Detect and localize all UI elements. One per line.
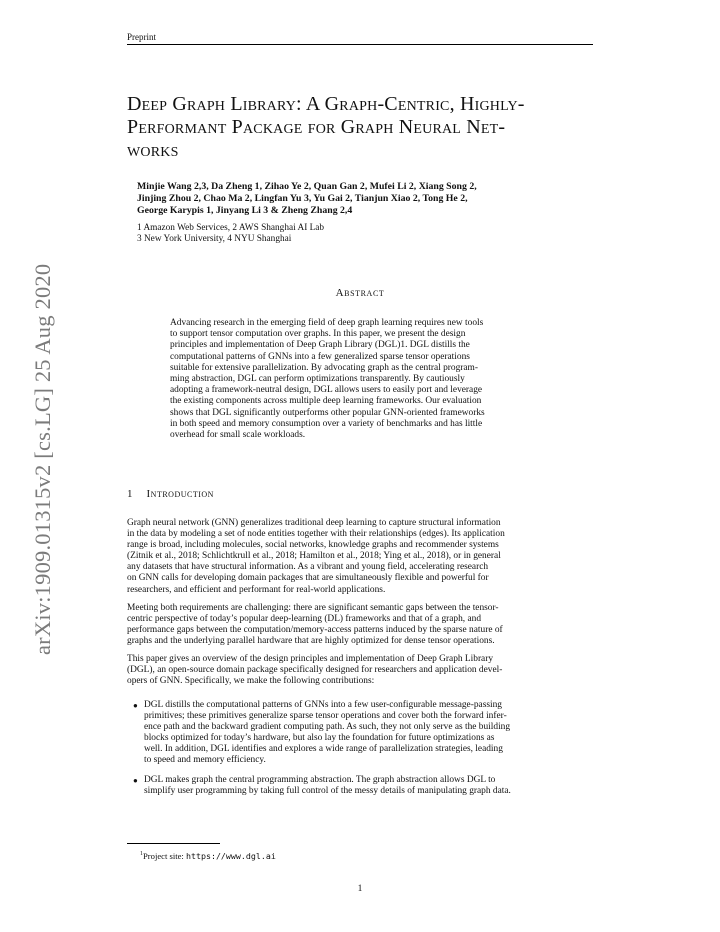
abstract-line: in both speed and memory consumption over a variety of benchmarks and has little (170, 418, 483, 429)
bullet-icon: ● (133, 701, 138, 710)
title-line: Performant Package for Graph Neural Net- (127, 116, 506, 138)
section-heading (127, 488, 214, 500)
paragraph-line: This paper gives an overview of the design principles and implementation of Deep Graph Library (127, 654, 494, 664)
paragraph-line: Graph neural network (GNN) generalizes traditional deep learning to capture structural information (127, 518, 501, 528)
paragraph-line: on GNN calls for developing domain packages that are simultaneously flexible and powerful for (127, 573, 489, 584)
paragraph-line: centric perspective of today’s popular deep-learning (DL) frameworks and that of a graph, and (127, 614, 482, 625)
author-line: Minjie Wang 2,3, Da Zheng 1, Zihao Ye 2, Quan Gan 2, Mufei Li 2, Xiang Song 2, (137, 181, 477, 192)
paragraph-line: performance gaps between the computation/memory-access patterns induced by the sparse nature of (127, 625, 503, 636)
abstract-line: shows that DGL significantly outperforms other popular GNN-oriented frameworks (170, 407, 485, 418)
abstract-line: overhead for small scale workloads. (170, 430, 306, 441)
list-item (127, 700, 593, 767)
title-line: works (127, 139, 179, 161)
author-list (137, 181, 597, 217)
header-rule (127, 44, 593, 45)
abstract-heading: Abstract (335, 287, 385, 299)
author-line: George Karypis 1, Jinyang Li 3 & Zheng Zhang 2,4 (137, 205, 353, 216)
paragraph-line: opers of GNN. Specifically, we make the following contributions: (127, 676, 375, 687)
abstract-line: to support tensor computation over graphs. In this paper, we present the design (170, 329, 466, 340)
paragraph-line: graphs and the underlying parallel hardware that are highly optimized for dense tensor operations. (127, 636, 495, 647)
list-item-line: blocks optimized for today’s hardware, but also lay the foundation for future optimizations as (144, 733, 495, 744)
list-item-line: ence path and the backward gradient computing path. As such, they not only serve as the building (144, 722, 511, 733)
section-number: 1 (127, 488, 133, 500)
footnote-text: Project site: (143, 851, 186, 861)
paragraph-line: (Zitnik et al., 2018; Schlichtkrull et al., 2018; Hamilton et al., 2018; Ying et al., 2018), or in general (127, 551, 501, 562)
paragraph-line: in the data by modeling a set of node entities together with their relationships (edges). Its application (127, 529, 505, 540)
abstract-line: computational patterns of GNNs into a few generalized sparse tensor operations (170, 351, 470, 362)
abstract-line: Advancing research in the emerging field of deep graph learning requires new tools (170, 318, 484, 328)
list-item-line: to speed and memory efficiency. (144, 755, 266, 766)
abstract-line: suitable for extensive parallelization. By advocating graph as the central program- (170, 362, 478, 373)
abstract-line: adopting a framework-neutral design, DGL allows users to easily port and leverage (170, 385, 483, 396)
list-item-line: DGL distills the computational patterns of GNNs into a few user-configurable message-passing (144, 700, 502, 710)
abstract-line: the existing components across multiple deep learning frameworks. Our evaluation (170, 396, 482, 407)
abstract-body (170, 318, 550, 441)
project-url-link[interactable]: https://www.dgl.ai (185, 851, 276, 861)
author-line: Jinjing Zhou 2, Chao Ma 2, Lingfan Yu 3, Yu Gai 2, Tianjun Xiao 2, Tong He 2, (137, 193, 468, 204)
bullet-icon: ● (133, 775, 138, 785)
intro-paragraph-3 (127, 654, 593, 687)
affiliation-line: 3 New York University, 4 NYU Shanghai (137, 234, 292, 244)
running-header: Preprint (127, 32, 156, 42)
list-item-line: DGL makes graph the central programming abstraction. The graph abstraction allows DGL to (144, 774, 496, 785)
list-item (127, 775, 593, 797)
paper-title (127, 93, 597, 162)
footnote (140, 851, 276, 861)
intro-paragraph-1 (127, 518, 593, 596)
paragraph-line: researchers, and efficient and performant for real-world applications. (127, 584, 386, 595)
affiliation-line: 1 Amazon Web Services, 2 AWS Shanghai AI Lab (137, 223, 325, 233)
paragraph-line: any datasets that have structural information. As a vibrant and young field, accelerating research (127, 562, 489, 573)
contribution-list (127, 700, 593, 805)
affiliations (137, 223, 324, 245)
paragraph-line: Meeting both requirements are challenging: there are significant semantic gaps between the tensor- (127, 603, 499, 613)
footnote-rule (127, 843, 220, 844)
title-line: Deep Graph Library: A Graph-Centric, Highly- (127, 93, 525, 115)
list-item-line: simplify user programming by taking full control of the messy details of manipulating graph data. (144, 785, 511, 796)
list-item-line: primitives; these primitives generalize sparse tensor operations and cover both the forward infer- (144, 711, 507, 722)
paragraph-line: range is broad, including molecules, social networks, knowledge graphs and recommender systems (127, 540, 499, 551)
section-title: Introduction (146, 488, 214, 500)
intro-paragraph-2 (127, 603, 593, 647)
page-number: 1 (357, 884, 363, 894)
paragraph-line: (DGL), an open-source domain package specifically designed for researchers and application devel- (127, 665, 503, 676)
abstract-line: principles and implementation of Deep Graph Library (DGL)1. DGL distills the (170, 340, 470, 351)
abstract-line: ming abstraction, DGL can perform optimizations transparently. By cautiously (170, 374, 465, 385)
list-item-line: well. In addition, DGL identifies and explores a wide range of parallelization strategies, leading (144, 744, 503, 755)
footnote-mark: 1 (140, 851, 143, 858)
arxiv-stamp: arXiv:1909.01315v2 [cs.LG] 25 Aug 2020 (30, 263, 55, 655)
